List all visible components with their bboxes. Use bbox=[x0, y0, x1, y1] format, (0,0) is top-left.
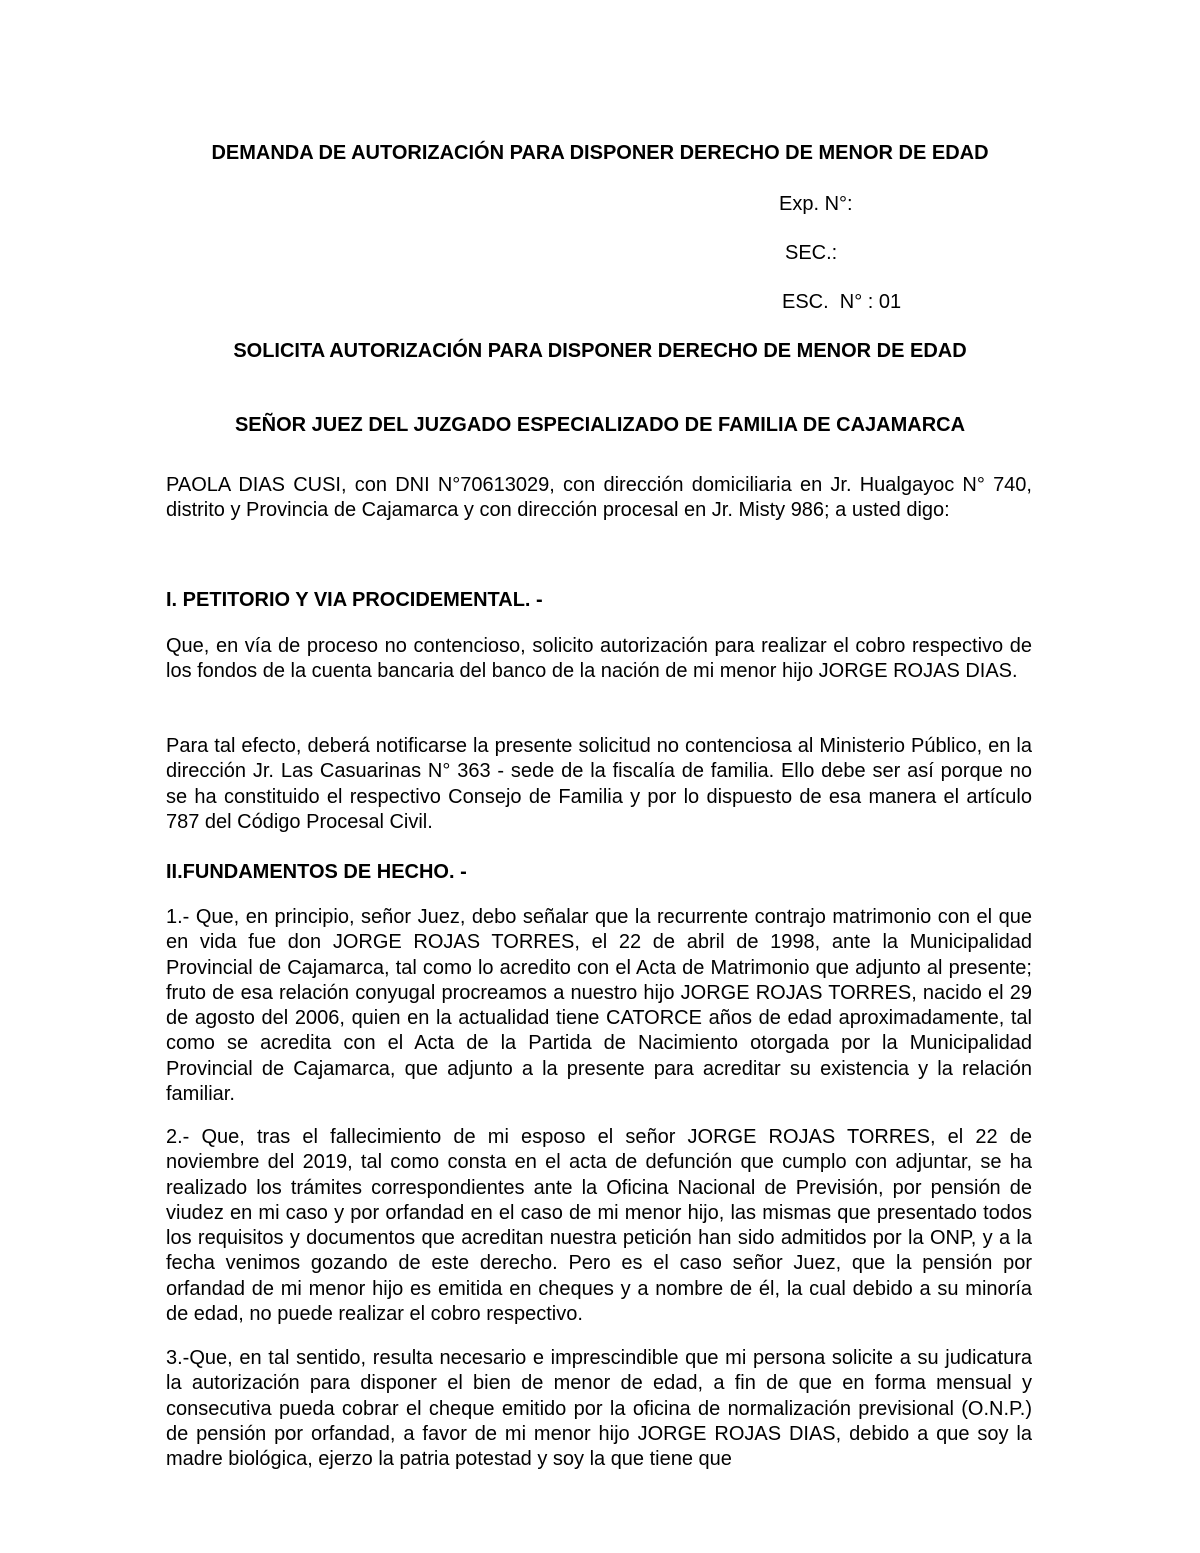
fundamentos-paragraph-3: 3.-Que, en tal sentido, resulta necesario e imprescindible que mi persona solicite a su judicatura la autorización para disponer el bien de menor de edad, a fin de que en forma mensual y consecutiva pueda cobrar el cheque emitido por la oficina de normalización previsional (O.N.P.) de pensión por orfandad, a favor de mi menor hijo JORGE ROJAS DIAS, debido a que soy la madre biológica, ejerzo la patria potestad y soy la que tiene que bbox=[166, 1347, 1032, 1471]
fundamentos-paragraph-1: 1.- Que, en principio, señor Juez, debo señalar que la recurrente contrajo matrimonio con el que en vida fue don JORGE ROJAS TORRES, el 22 de abril de 1998, ante la Municipalidad Provincial de Cajamarca, tal como lo acredito con el Acta de Matrimonio que adjunto al presente; fruto de esa relación conyugal procreamos a nuestro hijo JORGE ROJAS TORRES, nacido el 29 de agosto del 2006, quien en la actualidad tiene CATORCE años de edad aproximadamente, tal como se acredita con el Acta de la Partida de Nacimiento otorgada por la Municipalidad Provincial de Cajamarca, que adjunto a la presente para acreditar su existencia y la relación familiar. bbox=[166, 906, 1032, 1106]
writ-number-label: ESC. N° : 01 bbox=[782, 291, 902, 313]
petitorio-paragraph-1: Que, en vía de proceso no contencioso, solicito autorización para realizar el cobro respectivo de los fondos de la cuenta bancaria del banco de la nación de mi menor hijo JORGE ROJAS DIAS. bbox=[166, 635, 1032, 683]
fundamentos-paragraph-2: 2.- Que, tras el fallecimiento de mi esposo el señor JORGE ROJAS TORRES, el 22 de noviembre del 2019, tal como consta en el acta de defunción que cumplo con adjuntar, se ha realizado los trámites correspondientes ante la Oficina Nacional de Previsión, por pensión de viudez en mi caso y por orfandad en el caso de mi menor hijo, las mismas que presentado todos los requisitos y documentos que acreditan nuestra petición han sido admitidos por la ONP, y a la fecha venimos gozando de este derecho. Pero es el caso señor Juez, que la pensión por orfandad de mi menor hijo es emitida en cheques y a nombre de él, la cual debido a su minoría de edad, no puede realizar el cobro respectivo. bbox=[166, 1126, 1032, 1326]
document-subject: SOLICITA AUTORIZACIÓN PARA DISPONER DERECHO DE MENOR DE EDAD bbox=[233, 340, 967, 362]
intro-paragraph: PAOLA DIAS CUSI, con DNI N°70613029, con dirección domiciliaria en Jr. Hualgayoc N° 740, distrito y Provincia de Cajamarca y con dirección procesal en Jr. Misty 986; a usted digo: bbox=[166, 474, 1032, 522]
document-title: DEMANDA DE AUTORIZACIÓN PARA DISPONER DERECHO DE MENOR DE EDAD bbox=[211, 142, 989, 164]
document-addressee: SEÑOR JUEZ DEL JUZGADO ESPECIALIZADO DE FAMILIA DE CAJAMARCA bbox=[234, 414, 966, 436]
expediente-number-label: Exp. N°: bbox=[779, 193, 853, 215]
secretary-label: SEC.: bbox=[785, 242, 838, 264]
section-heading-petitorio: I. PETITORIO Y VIA PROCIDEMENTAL. - bbox=[166, 589, 543, 611]
section-heading-fundamentos: II.FUNDAMENTOS DE HECHO. - bbox=[166, 861, 467, 883]
petitorio-paragraph-2: Para tal efecto, deberá notificarse la presente solicitud no contenciosa al Ministerio Público, en la dirección Jr. Las Casuarinas N° 363 - sede de la fiscalía de familia. Ello debe ser así porque no se ha constituido el respectivo Consejo de Familia y por lo dispuesto de esa manera el artículo 787 del Código Procesal Civil. bbox=[166, 735, 1032, 833]
